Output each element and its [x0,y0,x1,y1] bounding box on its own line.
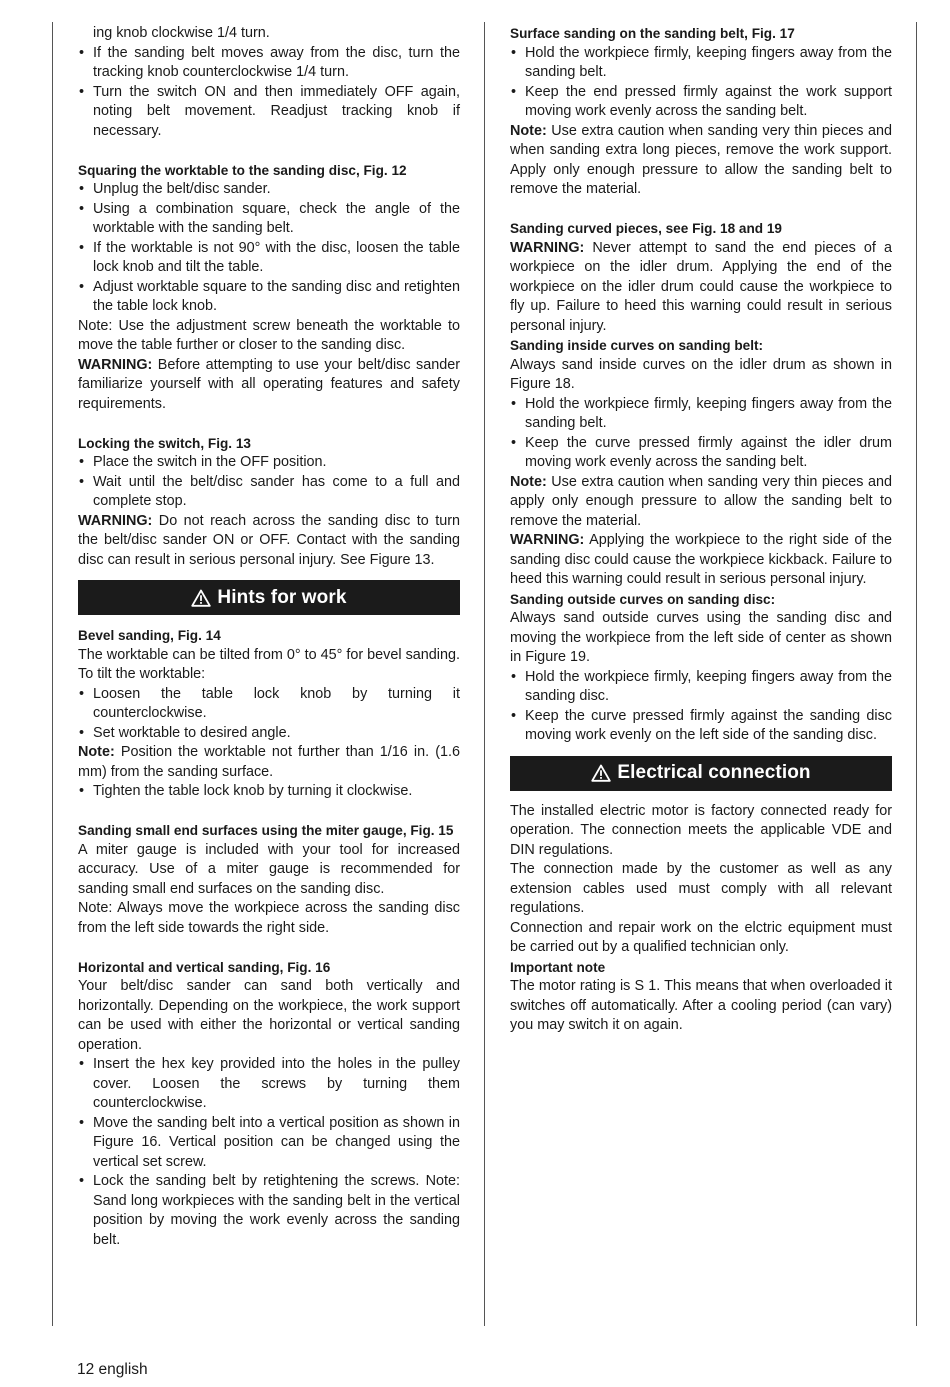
left-margin-rule [52,22,53,1326]
list-item: • Move the sanding belt into a vertical position as shown in Figure 16. Vertical position can be changed using the vertical set screw. [78,1114,460,1173]
small-end-note: Note: Always move the workpiece across the sanding disc from the left side towards the right side. [78,900,460,936]
horizontal-text: Your belt/disc sander can sand both vertically and horizontally. Depending on the workpiece, the work support can be used with either the horizontal or vertical sanding operation. [78,978,460,1053]
squaring-heading: Squaring the worktable to the sanding disc, Fig. 12 [78,162,407,178]
list-item: • Turn the switch ON and then immediately OFF again, noting belt movement. Readjust tracking knob if necessary. [78,83,460,142]
note-label: Note: [510,473,547,490]
page-footer: 12 english [77,1361,148,1378]
list-item: • Wait until the belt/disc sander has come to a full and complete stop. [78,473,460,512]
squaring-note: Note: Use the adjustment screw beneath the worktable to move the table further or closer to the sanding disc. [78,317,460,353]
list-item: • Keep the curve pressed firmly against the idler drum moving work evenly across the sanding belt. [510,434,892,473]
inside-curves-list [510,395,892,473]
electrical-connection-banner [510,756,892,791]
warning-text: Never attempt to sand the end pieces of a workpiece on the idler drum. Applying the end of the workpiece on the idler drum could cause the workpiece to fly up. Failure to heed this warning could result in serious personal injury. [510,239,892,334]
electrical-paragraph-2: The connection made by the customer as well as any extension cables used must comply with all relevant regulations. [510,861,892,916]
right-margin-rule [916,22,917,1326]
electrical-paragraph-3: Connection and repair work on the elctric equipment must be carried out by a qualified technician only. [510,919,892,955]
list-item: • Keep the end pressed firmly against the work support moving work evenly across the sanding belt. [510,83,892,122]
bevel-heading: Bevel sanding, Fig. 14 [78,628,221,643]
bevel-note [78,743,460,782]
note-label: Note: [510,122,547,139]
note-text: Position the worktable not further than 1/16 in. (1.6 mm) from the sanding surface. [78,744,460,780]
left-column [78,24,460,1250]
surface-heading: Surface sanding on the sanding belt, Fig. 17 [510,26,795,41]
warning-text: Do not reach across the sanding disc to turn the belt/disc sander ON or OFF. Contact with the sanding disc can result in serious personal injury. See Figure 13. [78,512,460,568]
list-item: • Using a combination square, check the angle of the worktable with the sanding belt. [78,200,460,239]
list-item: • Unplug the belt/disc sander. [78,180,460,200]
squaring-list [78,180,460,317]
electrical-paragraph-1: The installed electric motor is factory connected ready for operation. The connection meets the applicable VDE and DIN regulations. [510,802,892,858]
list-item: • If the worktable is not 90° with the disc, loosen the table lock knob and tilt the table. [78,239,460,278]
outside-curves-heading: Sanding outside curves on sanding disc: [510,591,776,607]
list-item: • Adjust worktable square to the sanding disc and retighten the table lock knob. [78,278,460,317]
outside-curves-list [510,668,892,746]
list-item: • Tighten the table lock knob by turning it clockwise. [78,782,460,802]
curved-note [510,473,892,532]
bevel-list [78,685,460,744]
warning-triangle-icon [191,589,211,607]
banner-title: Hints for work [217,586,347,608]
warning-text: Applying the workpiece to the right side of the sanding disc could cause the workpiece kickback. Failure to heed this warning could result in serious personal injury. [510,532,892,587]
warning-label: WARNING: [78,512,153,529]
list-item: • Hold the workpiece firmly, keeping fingers away from the sanding belt. [510,44,892,83]
important-note-text: The motor rating is S 1. This means that when overloaded it switches off automatically. After a cooling period (can vary) you may switch it on again. [510,978,892,1033]
outside-curves-text: Always sand outside curves using the sanding disc and moving the workpiece from the left side of center as shown in Figure 19. [510,610,892,665]
list-item: • If the sanding belt moves away from the disc, turn the tracking knob counterclockwise 1/4 turn. [78,44,460,83]
note-text: Use extra caution when sanding very thin pieces and apply only enough pressure to allow the sanding belt to remove the material. [510,473,892,529]
surface-note [510,122,892,200]
list-item: • Lock the sanding belt by retightening the screws. Note: Sand long workpieces with the sanding belt in the vertical position by moving the work evenly across the sanding belt. [78,1172,460,1250]
curved-warning-2 [510,531,892,590]
list-item: • Hold the workpiece firmly, keeping fingers away from the sanding disc. [510,668,892,707]
note-label: Note: [78,744,115,760]
warning-label: WARNING: [78,356,153,373]
important-note-heading: Important note [510,959,606,975]
surface-list [510,44,892,122]
inside-curves-heading: Sanding inside curves on sanding belt: [510,338,764,353]
right-column [510,24,892,1036]
warning-label: WARNING: [510,532,585,548]
list-item: • Keep the curve pressed firmly against the sanding disc moving work evenly on the left side of the sanding disc. [510,707,892,746]
list-item: • Insert the hex key provided into the holes in the pulley cover. Loosen the screws by turning them counterclockwise. [78,1055,460,1114]
curved-warning [510,239,892,337]
warning-triangle-icon [591,764,611,782]
center-column-rule [484,22,485,1326]
horizontal-list [78,1055,460,1250]
locking-warning [78,512,460,571]
curved-heading: Sanding curved pieces, see Fig. 18 and 19 [510,221,782,236]
list-item: • Loosen the table lock knob by turning it counterclockwise. [78,685,460,724]
warning-text: Before attempting to use your belt/disc sander familiarize yourself with all operating features and safety requirements. [78,356,460,412]
hints-for-work-banner [78,580,460,615]
bevel-list-2 [78,782,460,802]
banner-title: Electrical connection [617,762,811,784]
locking-list [78,453,460,512]
horizontal-heading: Horizontal and vertical sanding, Fig. 16 [78,959,331,975]
note-text: Use extra caution when sanding very thin pieces and when sanding extra long pieces, remove the work support. Apply only enough pressure to allow the sanding belt to remove the material. [510,122,892,197]
list-item: • Place the switch in the OFF position. [78,453,460,473]
intro-continuation: ing knob clockwise 1/4 turn. [93,25,270,41]
small-end-heading: Sanding small end surfaces using the miter gauge, Fig. 15 [78,823,454,838]
bevel-text: The worktable can be tilted from 0° to 45° for bevel sanding. To tilt the worktable: [78,646,460,682]
small-end-text: A miter gauge is included with your tool for increased accuracy. Use of a miter gauge is recommended for sanding small end surfaces on the sanding disc. [78,841,460,897]
inside-curves-text: Always sand inside curves on the idler drum as shown in Figure 18. [510,356,892,392]
squaring-warning [78,356,460,415]
warning-label: WARNING: [510,239,585,256]
intro-list [78,44,460,142]
list-item: • Hold the workpiece firmly, keeping fingers away from the sanding belt. [510,395,892,434]
list-item: • Set worktable to desired angle. [78,724,460,744]
locking-heading: Locking the switch, Fig. 13 [78,435,251,451]
